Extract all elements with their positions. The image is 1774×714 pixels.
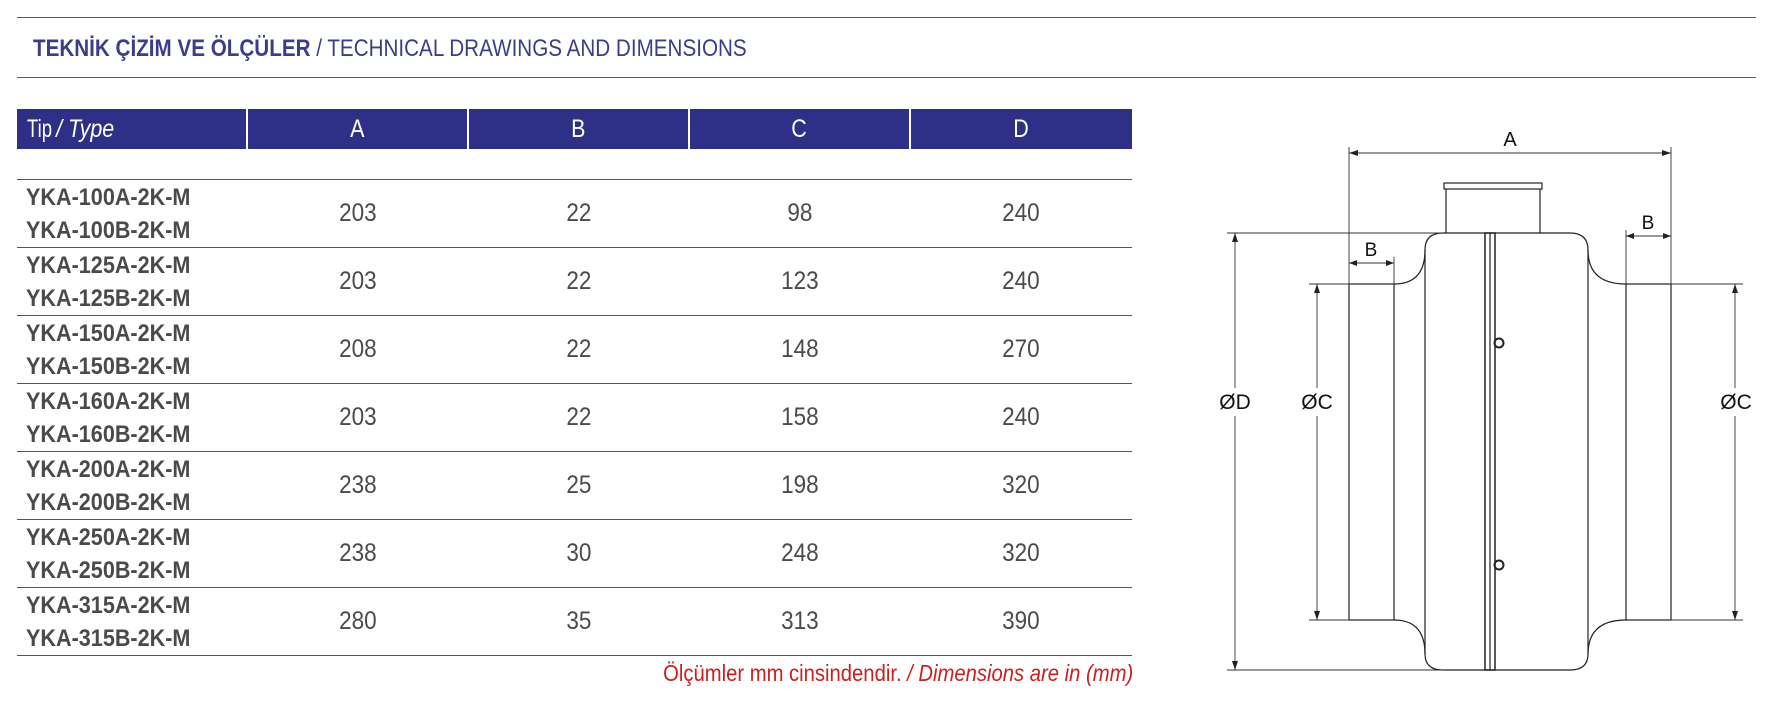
dim-d-arrow-top bbox=[1232, 233, 1238, 242]
dim-label-b-right: B bbox=[1641, 213, 1655, 234]
cell-a bbox=[247, 180, 468, 248]
table-spacer-row bbox=[17, 149, 1132, 180]
dim-label-d: ØD bbox=[1219, 391, 1251, 414]
dim-b-left-arrow-b bbox=[1386, 260, 1394, 266]
cell-d-value: 320 bbox=[1002, 539, 1040, 567]
cell-b bbox=[468, 520, 689, 588]
cell-d bbox=[910, 316, 1132, 384]
cell-c bbox=[689, 316, 910, 384]
cell-b-value: 22 bbox=[565, 403, 592, 431]
cell-c-value: 198 bbox=[780, 471, 819, 499]
column-header-type bbox=[17, 109, 247, 149]
table-row bbox=[17, 180, 1132, 248]
clamp-bolt-top bbox=[1495, 339, 1504, 348]
column-header-type-tr: Tip bbox=[27, 114, 53, 143]
type-cell bbox=[17, 588, 247, 656]
cell-b-value: 30 bbox=[565, 539, 592, 567]
column-header-b-label: B bbox=[571, 114, 586, 143]
cell-a-value: 203 bbox=[338, 403, 377, 431]
section-title-tr: TEKNİK ÇİZİM VE ÖLÇÜLER bbox=[33, 35, 311, 62]
cell-b bbox=[468, 248, 689, 316]
units-note-en: / Dimensions are in (mm) bbox=[906, 660, 1133, 686]
clamp-bolt-bottom bbox=[1495, 561, 1504, 570]
cell-d-value: 240 bbox=[1002, 199, 1040, 227]
cell-c bbox=[689, 520, 910, 588]
cell-c bbox=[689, 452, 910, 520]
title-bottom-rule bbox=[17, 77, 1756, 78]
units-note bbox=[663, 660, 1133, 687]
cell-b bbox=[468, 384, 689, 452]
dim-c-left-arrow-bottom bbox=[1314, 611, 1320, 620]
type-cell bbox=[17, 248, 247, 316]
units-note-tr: Ölçümler mm cinsindendir. bbox=[662, 660, 907, 686]
column-header-type-en: / Type bbox=[56, 114, 115, 143]
type-cell bbox=[17, 180, 247, 248]
cell-a bbox=[247, 588, 468, 656]
cell-c bbox=[689, 248, 910, 316]
dim-label-b-left: B bbox=[1364, 240, 1378, 261]
cell-c-value: 248 bbox=[780, 539, 819, 567]
dimensions-table bbox=[17, 109, 1132, 656]
spacer-cell bbox=[17, 149, 1132, 180]
cell-b bbox=[468, 180, 689, 248]
cell-b bbox=[468, 588, 689, 656]
column-header-a bbox=[247, 109, 468, 149]
cell-d bbox=[910, 384, 1132, 452]
column-header-a-label: A bbox=[350, 114, 365, 143]
cell-d bbox=[910, 588, 1132, 656]
cell-c bbox=[689, 588, 910, 656]
table-row bbox=[17, 384, 1132, 452]
cell-d-value: 390 bbox=[1002, 607, 1040, 635]
type-cell bbox=[17, 384, 247, 452]
table-row bbox=[17, 248, 1132, 316]
cell-d bbox=[910, 520, 1132, 588]
cell-b-value: 22 bbox=[565, 199, 592, 227]
type-name: YKA-160A-2K-M bbox=[26, 387, 191, 415]
cell-a-value: 238 bbox=[338, 471, 377, 499]
cell-a-value: 280 bbox=[338, 607, 377, 635]
cell-d bbox=[910, 452, 1132, 520]
cell-c-value: 148 bbox=[780, 335, 819, 363]
cell-d-value: 240 bbox=[1002, 267, 1040, 295]
dim-c-left-arrow-top bbox=[1314, 284, 1320, 293]
cell-b bbox=[468, 316, 689, 384]
cell-a-value: 208 bbox=[338, 335, 377, 363]
cell-a bbox=[247, 248, 468, 316]
dim-c-right-arrow-bottom bbox=[1732, 611, 1738, 620]
type-cell bbox=[17, 520, 247, 588]
column-header-c bbox=[689, 109, 910, 149]
type-name: YKA-250B-2K-M bbox=[26, 556, 191, 584]
type-name: YKA-315A-2K-M bbox=[26, 591, 191, 619]
fan-housing-outline bbox=[1394, 233, 1626, 670]
dim-a-arrow-right bbox=[1662, 150, 1671, 156]
cell-c bbox=[689, 180, 910, 248]
dim-label-a: A bbox=[1503, 129, 1517, 151]
cell-c-value: 313 bbox=[780, 607, 819, 635]
type-name: YKA-250A-2K-M bbox=[26, 523, 191, 551]
cell-a bbox=[247, 520, 468, 588]
type-name: YKA-315B-2K-M bbox=[26, 624, 191, 652]
column-header-d-label: D bbox=[1013, 114, 1030, 143]
type-name: YKA-100B-2K-M bbox=[26, 216, 191, 244]
cell-b-value: 35 bbox=[565, 607, 592, 635]
cell-d-value: 270 bbox=[1002, 335, 1040, 363]
column-header-b bbox=[468, 109, 689, 149]
dim-b-right-arrow-a bbox=[1626, 233, 1634, 239]
type-name: YKA-160B-2K-M bbox=[26, 420, 191, 448]
cell-c bbox=[689, 384, 910, 452]
cell-a-value: 238 bbox=[338, 539, 377, 567]
top-spigot-flange bbox=[1444, 183, 1542, 189]
type-name: YKA-200A-2K-M bbox=[26, 455, 191, 483]
cell-c-value: 123 bbox=[780, 267, 819, 295]
type-name: YKA-125B-2K-M bbox=[26, 284, 191, 312]
cell-a bbox=[247, 316, 468, 384]
technical-drawing bbox=[1185, 120, 1765, 690]
cell-d bbox=[910, 180, 1132, 248]
dim-d-arrow-bottom bbox=[1232, 661, 1238, 670]
table-header-row bbox=[17, 109, 1132, 149]
dim-a-arrow-left bbox=[1349, 150, 1358, 156]
cell-b-value: 25 bbox=[565, 471, 592, 499]
right-duct-collar bbox=[1626, 284, 1671, 620]
cell-a-value: 203 bbox=[338, 199, 377, 227]
type-name: YKA-125A-2K-M bbox=[26, 251, 191, 279]
cell-c-value: 98 bbox=[786, 199, 813, 227]
top-rule bbox=[17, 17, 1756, 18]
dim-label-c-left: ØC bbox=[1301, 391, 1333, 414]
table-row bbox=[17, 588, 1132, 656]
cell-d-value: 320 bbox=[1002, 471, 1040, 499]
table-row bbox=[17, 520, 1132, 588]
type-name: YKA-150A-2K-M bbox=[26, 319, 191, 347]
cell-c-value: 158 bbox=[780, 403, 819, 431]
dim-b-right-arrow-b bbox=[1663, 233, 1671, 239]
type-name: YKA-150B-2K-M bbox=[26, 352, 191, 380]
cell-b bbox=[468, 452, 689, 520]
type-name: YKA-100A-2K-M bbox=[26, 183, 191, 211]
dim-b-left-arrow-a bbox=[1349, 260, 1357, 266]
type-name: YKA-200B-2K-M bbox=[26, 488, 191, 516]
table-row bbox=[17, 316, 1132, 384]
cell-d-value: 240 bbox=[1002, 403, 1040, 431]
dim-c-right-arrow-top bbox=[1732, 284, 1738, 293]
cell-b-value: 22 bbox=[565, 267, 592, 295]
cell-a bbox=[247, 452, 468, 520]
cell-a bbox=[247, 384, 468, 452]
dim-label-c-right: ØC bbox=[1720, 391, 1752, 414]
column-header-d bbox=[910, 109, 1132, 149]
column-header-c-label: C bbox=[791, 114, 808, 143]
section-title bbox=[33, 34, 747, 64]
section-title-en: / TECHNICAL DRAWINGS AND DIMENSIONS bbox=[310, 35, 747, 62]
cell-b-value: 22 bbox=[565, 335, 592, 363]
table-row bbox=[17, 452, 1132, 520]
cell-d bbox=[910, 248, 1132, 316]
left-duct-collar bbox=[1349, 284, 1394, 620]
type-cell bbox=[17, 452, 247, 520]
cell-a-value: 203 bbox=[338, 267, 377, 295]
type-cell bbox=[17, 316, 247, 384]
